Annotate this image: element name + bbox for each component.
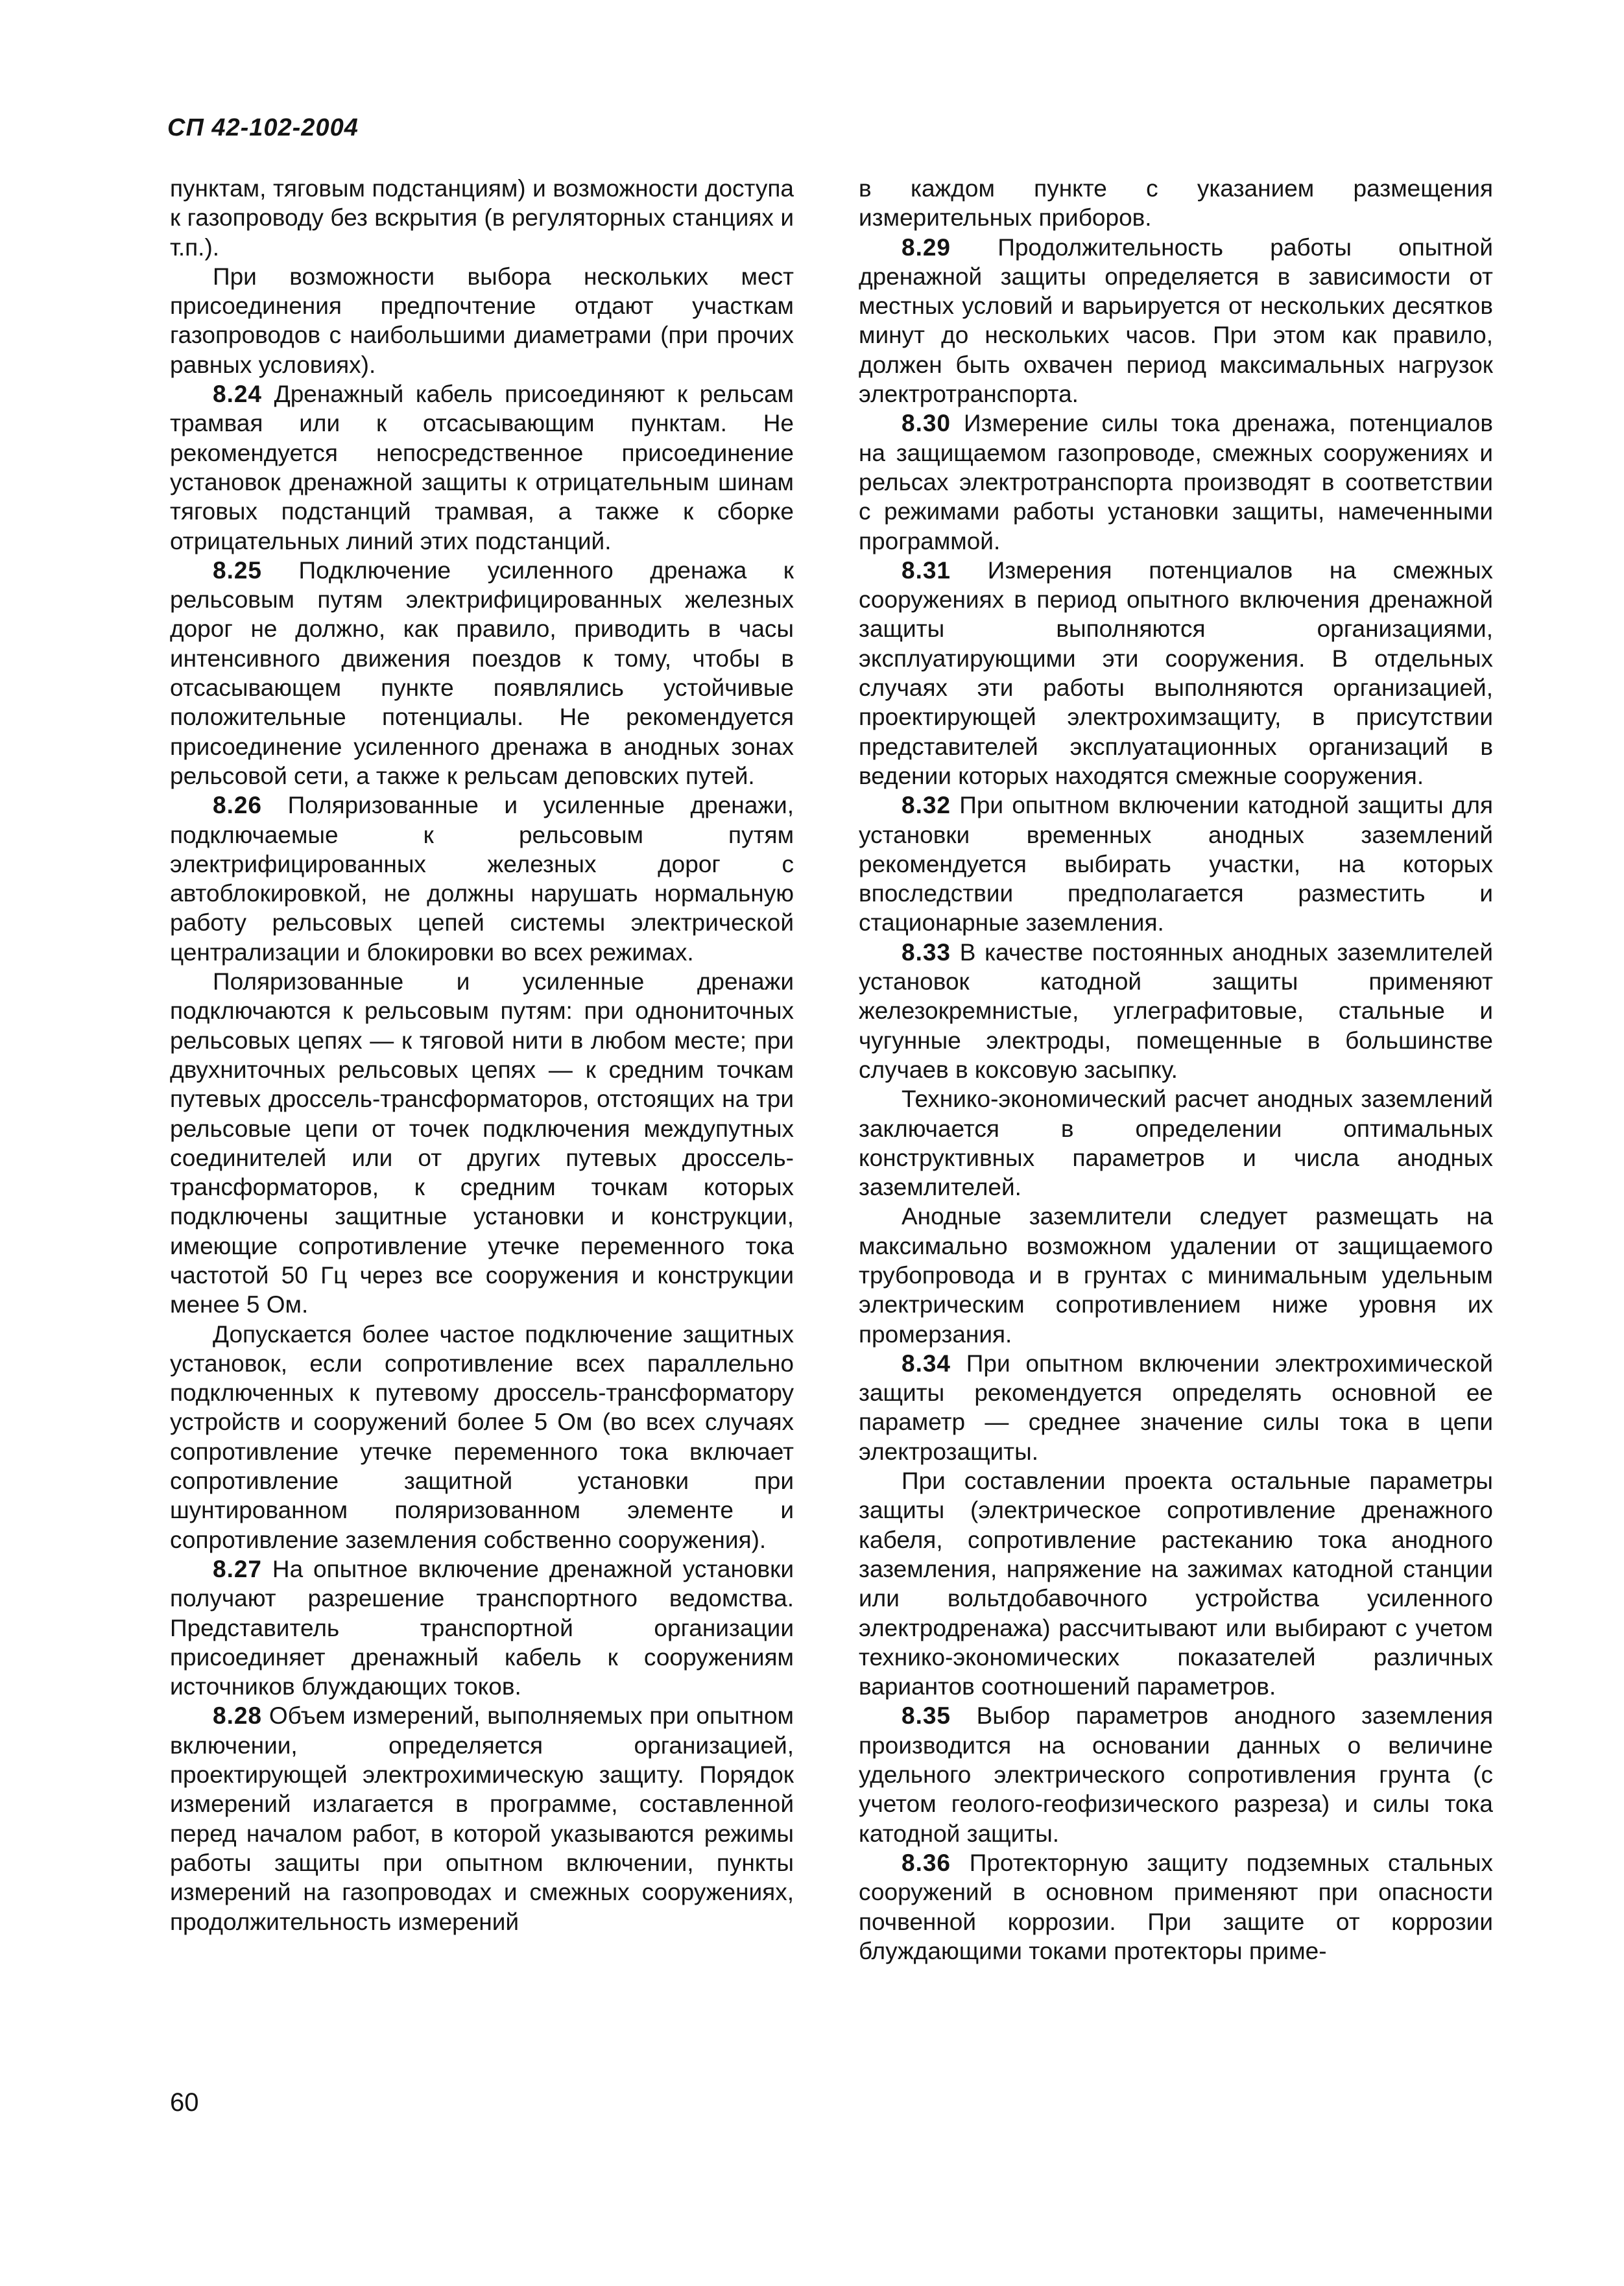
paragraph-text: Поляризованные и усиленные дренажи подключаются к рельсовым путям: при однониточных рельсовых цепях — к тяговой нити в любом месте; при двухниточных рельсовых цепях — к средним точкам путевых дроссель-трансформаторов, отстоящих на три рельсовые цепи от точек подключения междупутных соединителей или от других путевых дроссель-трансформаторов, к средним точкам которых подключены защитные установки и конструкции, имеющие сопротивление утечке переменного тока частотой 50 Гц через все сооружения и конструкции менее 5 Ом.: [170, 968, 794, 1318]
paragraph-text: Дренажный кабель присоединяют к рельсам трамвая или к отсасывающим пунктам. Не рекомендуется непосредственное присоединение установок дренажной защиты к отрицательным шинам тяговых подстанций трамвая, а также к сборке отрицательных линий этих подстанций.: [170, 381, 794, 554]
clause-number: 8.35: [902, 1702, 951, 1730]
paragraph-text: Продолжительность работы опытной дренажной защиты определяется в зависимости от местных условий и варьируется от нескольких десятков минут до нескольких часов. При этом как правило, должен быть охвачен период максимальных нагрузок электротранспорта.: [859, 233, 1494, 408]
paragraph-text: Измерения потенциалов на смежных сооружениях в период опытного включения дренажной защиты выполняются организациями, эксплуатирующими эти сооружения. В отдельных случаях эти работы выполняются организацией, проектирующей электрохимзащиту, в присутствии представителей эксплуатационных организаций в ведении которых находятся смежные сооружения.: [859, 556, 1493, 789]
clause-paragraph: [170, 1554, 794, 1701]
clause-number: 8.25: [213, 556, 263, 584]
paragraph-text: в каждом пункте с указанием размещения измерительных приборов.: [859, 175, 1493, 232]
text-paragraph: [170, 1320, 794, 1554]
paragraph-text: Протекторную защиту подземных стальных сооружений в основном применяют при опасности почвенной коррозии. При защите от коррозии блуждающими токами протекторы приме-: [859, 1849, 1493, 1964]
document-code: СП 42-102-2004: [167, 114, 359, 141]
clause-number: 8.31: [902, 556, 951, 584]
clause-paragraph: [170, 791, 794, 967]
paragraph-text: Объем измерений, выполняемых при опытном включении, определяется организацией, проектирующей электрохимическую защиту. Порядок измерений излагается в программе, составленной перед началом работ, в которой указываются режимы работы защиты при опытном включении, пункты измерений на газопроводах и смежных сооружениях, продолжительность измерений: [170, 1702, 794, 1935]
text-paragraph: [170, 262, 794, 379]
clause-paragraph: [859, 1349, 1493, 1466]
clause-number: 8.30: [902, 410, 951, 437]
paragraph-text: При опытном включении катодной защиты для установки временных анодных заземлений рекомендуется выбирать участки, на которых впоследствии предполагается разместить и стационарные заземления.: [859, 792, 1493, 936]
paragraph-text: Анодные заземлители следует размещать на максимально возможном удалении от защищаемого трубопровода и в грунтах с минимальным удельным электрическим сопротивлением ниже уровня их промерзания.: [859, 1203, 1493, 1348]
clause-number: 8.33: [902, 938, 951, 966]
clause-number: 8.24: [213, 381, 263, 408]
text-paragraph: [170, 967, 794, 1320]
paragraph-text: Поляризованные и усиленные дренажи, подключаемые к рельсовым путям электрифицированных железных дорог с автоблокировкой, не должны нарушать нормальную работу рельсовых цепей системы электрической централизации и блокировки во всех режимах.: [170, 792, 794, 966]
clause-paragraph: [170, 556, 794, 791]
clause-paragraph: [170, 379, 794, 556]
clause-paragraph: [859, 409, 1493, 555]
paragraph-text: При составлении проекта остальные параметры защиты (электрическое сопротивление дренажного кабеля, сопротивление растеканию тока анодного заземления, напряжение на зажимах катодной станции или вольтдобавочного устройства усиленного электродренажа) рассчитывают или выбирают с учетом технико-экономических показателей различных вариантов соотношений параметров.: [859, 1468, 1493, 1700]
clause-paragraph: [859, 233, 1493, 409]
paragraph-text: При опытном включении электрохимической защиты рекомендуется определять основной ее параметр — среднее значение силы тока в цепи электрозащиты.: [859, 1350, 1493, 1465]
clause-number: 8.36: [902, 1849, 951, 1876]
paragraph-text: На опытное включение дренажной установки получают разрешение транспортного ведомства. Представитель транспортной организации присоединяет дренажный кабель к сооружениям источников блуждающих токов.: [170, 1555, 794, 1700]
clause-paragraph: [859, 938, 1493, 1084]
paragraph-text: Измерение силы тока дренажа, потенциалов на защищаемом газопроводе, смежных сооружениях и рельсах электротранспорта производят в соответствии с режимами работы установки защиты, намеченными программой.: [859, 410, 1493, 554]
clause-number: 8.34: [902, 1350, 951, 1377]
clause-number: 8.29: [902, 233, 951, 261]
paragraph-text: В качестве постоянных анодных заземлителей установок катодной защиты применяют железокремнистые, углеграфитовые, стальные и чугунные электроды, помещенные в большинстве случаев в коксовую засыпку.: [859, 938, 1493, 1083]
paragraph-text: Выбор параметров анодного заземления производится на основании данных о величине удельного электрического сопротивления грунта (с учетом геолого-геофизического разреза) и силы тока катодной защиты.: [859, 1702, 1493, 1847]
left-text-column: [170, 174, 794, 1936]
paragraph-text: пунктам, тяговым подстанциям) и возможности доступа к газопроводу без вскрытия (в регуляторных станциях и т.п.).: [170, 175, 794, 261]
paragraph-text: При возможности выбора нескольких мест присоединения предпочтение отдают участкам газопроводов с наибольшими диаметрами (при прочих равных условиях).: [170, 263, 794, 378]
clause-paragraph: [859, 556, 1493, 791]
right-text-column: [859, 174, 1493, 1966]
clause-number: 8.28: [213, 1702, 263, 1730]
text-paragraph: [859, 1084, 1493, 1202]
clause-paragraph: [859, 1701, 1493, 1848]
text-paragraph: [859, 1202, 1493, 1348]
clause-number: 8.26: [213, 792, 263, 819]
text-paragraph: [859, 1466, 1493, 1701]
clause-paragraph: [859, 791, 1493, 937]
text-paragraph: [170, 174, 794, 262]
paragraph-text: Подключение усиленного дренажа к рельсовым путям электрифицированных железных дорог не должно, как правило, приводить в часы интенсивного движения поездов к тому, чтобы в отсасывающем пункте появлялись устойчивые положительные потенциалы. Не рекомендуется присоединение усиленного дренажа в анодных зонах рельсовой сети, а также к рельсам деповских путей.: [170, 556, 794, 789]
text-paragraph: [859, 174, 1493, 233]
clause-paragraph: [170, 1701, 794, 1936]
paragraph-text: Допускается более частое подключение защитных установок, если сопротивление всех параллельно подключенных к путевому дроссель-трансформатору устройств и сооружений более 5 Ом (во всех случаях сопротивление утечке переменного тока включает сопротивление защитной установки при шунтированном поляризованном элементе и сопротивление заземления собственно сооружения).: [170, 1320, 794, 1553]
clause-number: 8.27: [213, 1555, 263, 1582]
paragraph-text: Технико-экономический расчет анодных заземлений заключается в определении оптимальных конструктивных параметров и числа анодных заземлителей.: [859, 1086, 1493, 1201]
clause-paragraph: [859, 1848, 1493, 1966]
clause-number: 8.32: [902, 792, 951, 819]
page-number: 60: [170, 2088, 199, 2117]
